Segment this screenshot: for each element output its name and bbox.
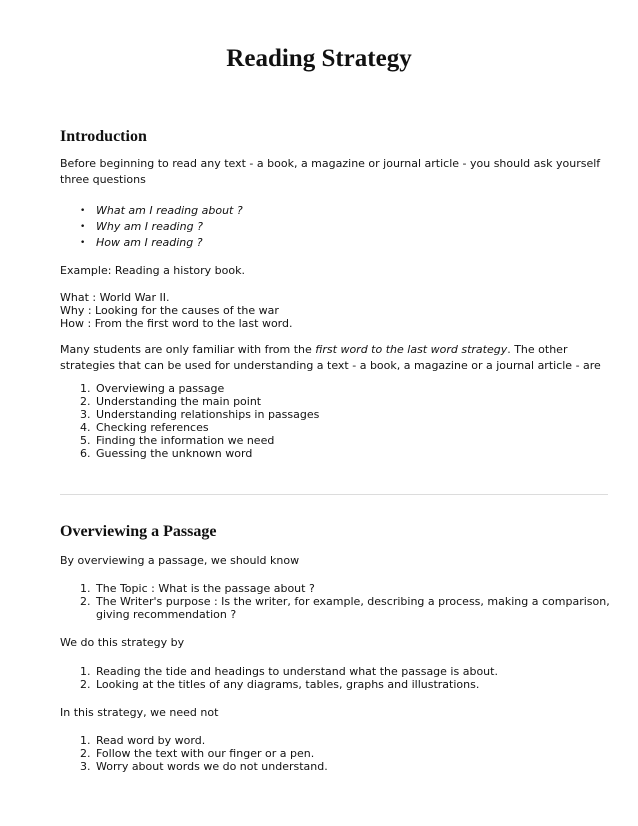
by-lead: We do this strategy by — [60, 636, 185, 649]
intro-paragraph: Before beginning to read any text - a book, a magazine or journal article - you should ask yourself three questions — [60, 157, 601, 186]
why-line: Why : Looking for the causes of the war — [60, 304, 279, 317]
not-lead: In this strategy, we need not — [60, 706, 219, 719]
list-item: 3. Understanding relationships in passages — [80, 408, 320, 421]
overview-lead: By overviewing a passage, we should know — [60, 554, 300, 567]
list-item: 1. Reading the tide and headings to understand what the passage is about. — [80, 665, 498, 678]
list-item: 2. Follow the text with our finger or a pen. — [80, 747, 315, 760]
strategies-paragraph-end: . The other strategies that can be used for understanding a text - a book, a magazine or a journal article - are — [60, 343, 601, 372]
not-list — [60, 734, 610, 773]
page-title: Reading Strategy — [226, 45, 412, 72]
strategies-paragraph-emphasis: first word to the last word strategy — [315, 343, 508, 356]
example-line: Example: Reading a history book. — [60, 264, 245, 277]
list-item: 2. Looking at the titles of any diagrams, tables, graphs and illustrations. — [80, 678, 480, 691]
list-item: 1. Read word by word. — [80, 734, 206, 747]
section-heading-overviewing: Overviewing a Passage — [60, 523, 217, 540]
know-list — [60, 582, 610, 621]
list-item: 1. The Topic : What is the passage about ? — [80, 582, 315, 595]
section-heading-introduction: Introduction — [60, 128, 147, 145]
section-divider — [60, 494, 608, 495]
what-line: What : World War II. — [60, 291, 170, 304]
how-line: How : From the first word to the last word. — [60, 317, 293, 330]
list-item: 1. Overviewing a passage — [80, 382, 225, 395]
list-item: 2. The Writer's purpose : Is the writer, for example, describing a process, making a comparison, giving recommendation ? — [80, 595, 610, 621]
strategies-paragraph-start: Many students are only familiar with from the — [60, 343, 316, 356]
strategies-list — [60, 382, 610, 460]
question-item: • Why am I reading ? — [96, 219, 203, 235]
question-item: • How am I reading ? — [96, 235, 203, 251]
by-list — [60, 665, 610, 691]
strategies-paragraph — [60, 342, 610, 374]
list-item: 4. Checking references — [80, 421, 209, 434]
list-item: 3. Worry about words we do not understand. — [80, 760, 328, 773]
list-item: 5. Finding the information we need — [80, 434, 275, 447]
list-item: 2. Understanding the main point — [80, 395, 262, 408]
list-item: 6. Guessing the unknown word — [80, 447, 253, 460]
question-item: • What am I reading about ? — [96, 203, 243, 219]
